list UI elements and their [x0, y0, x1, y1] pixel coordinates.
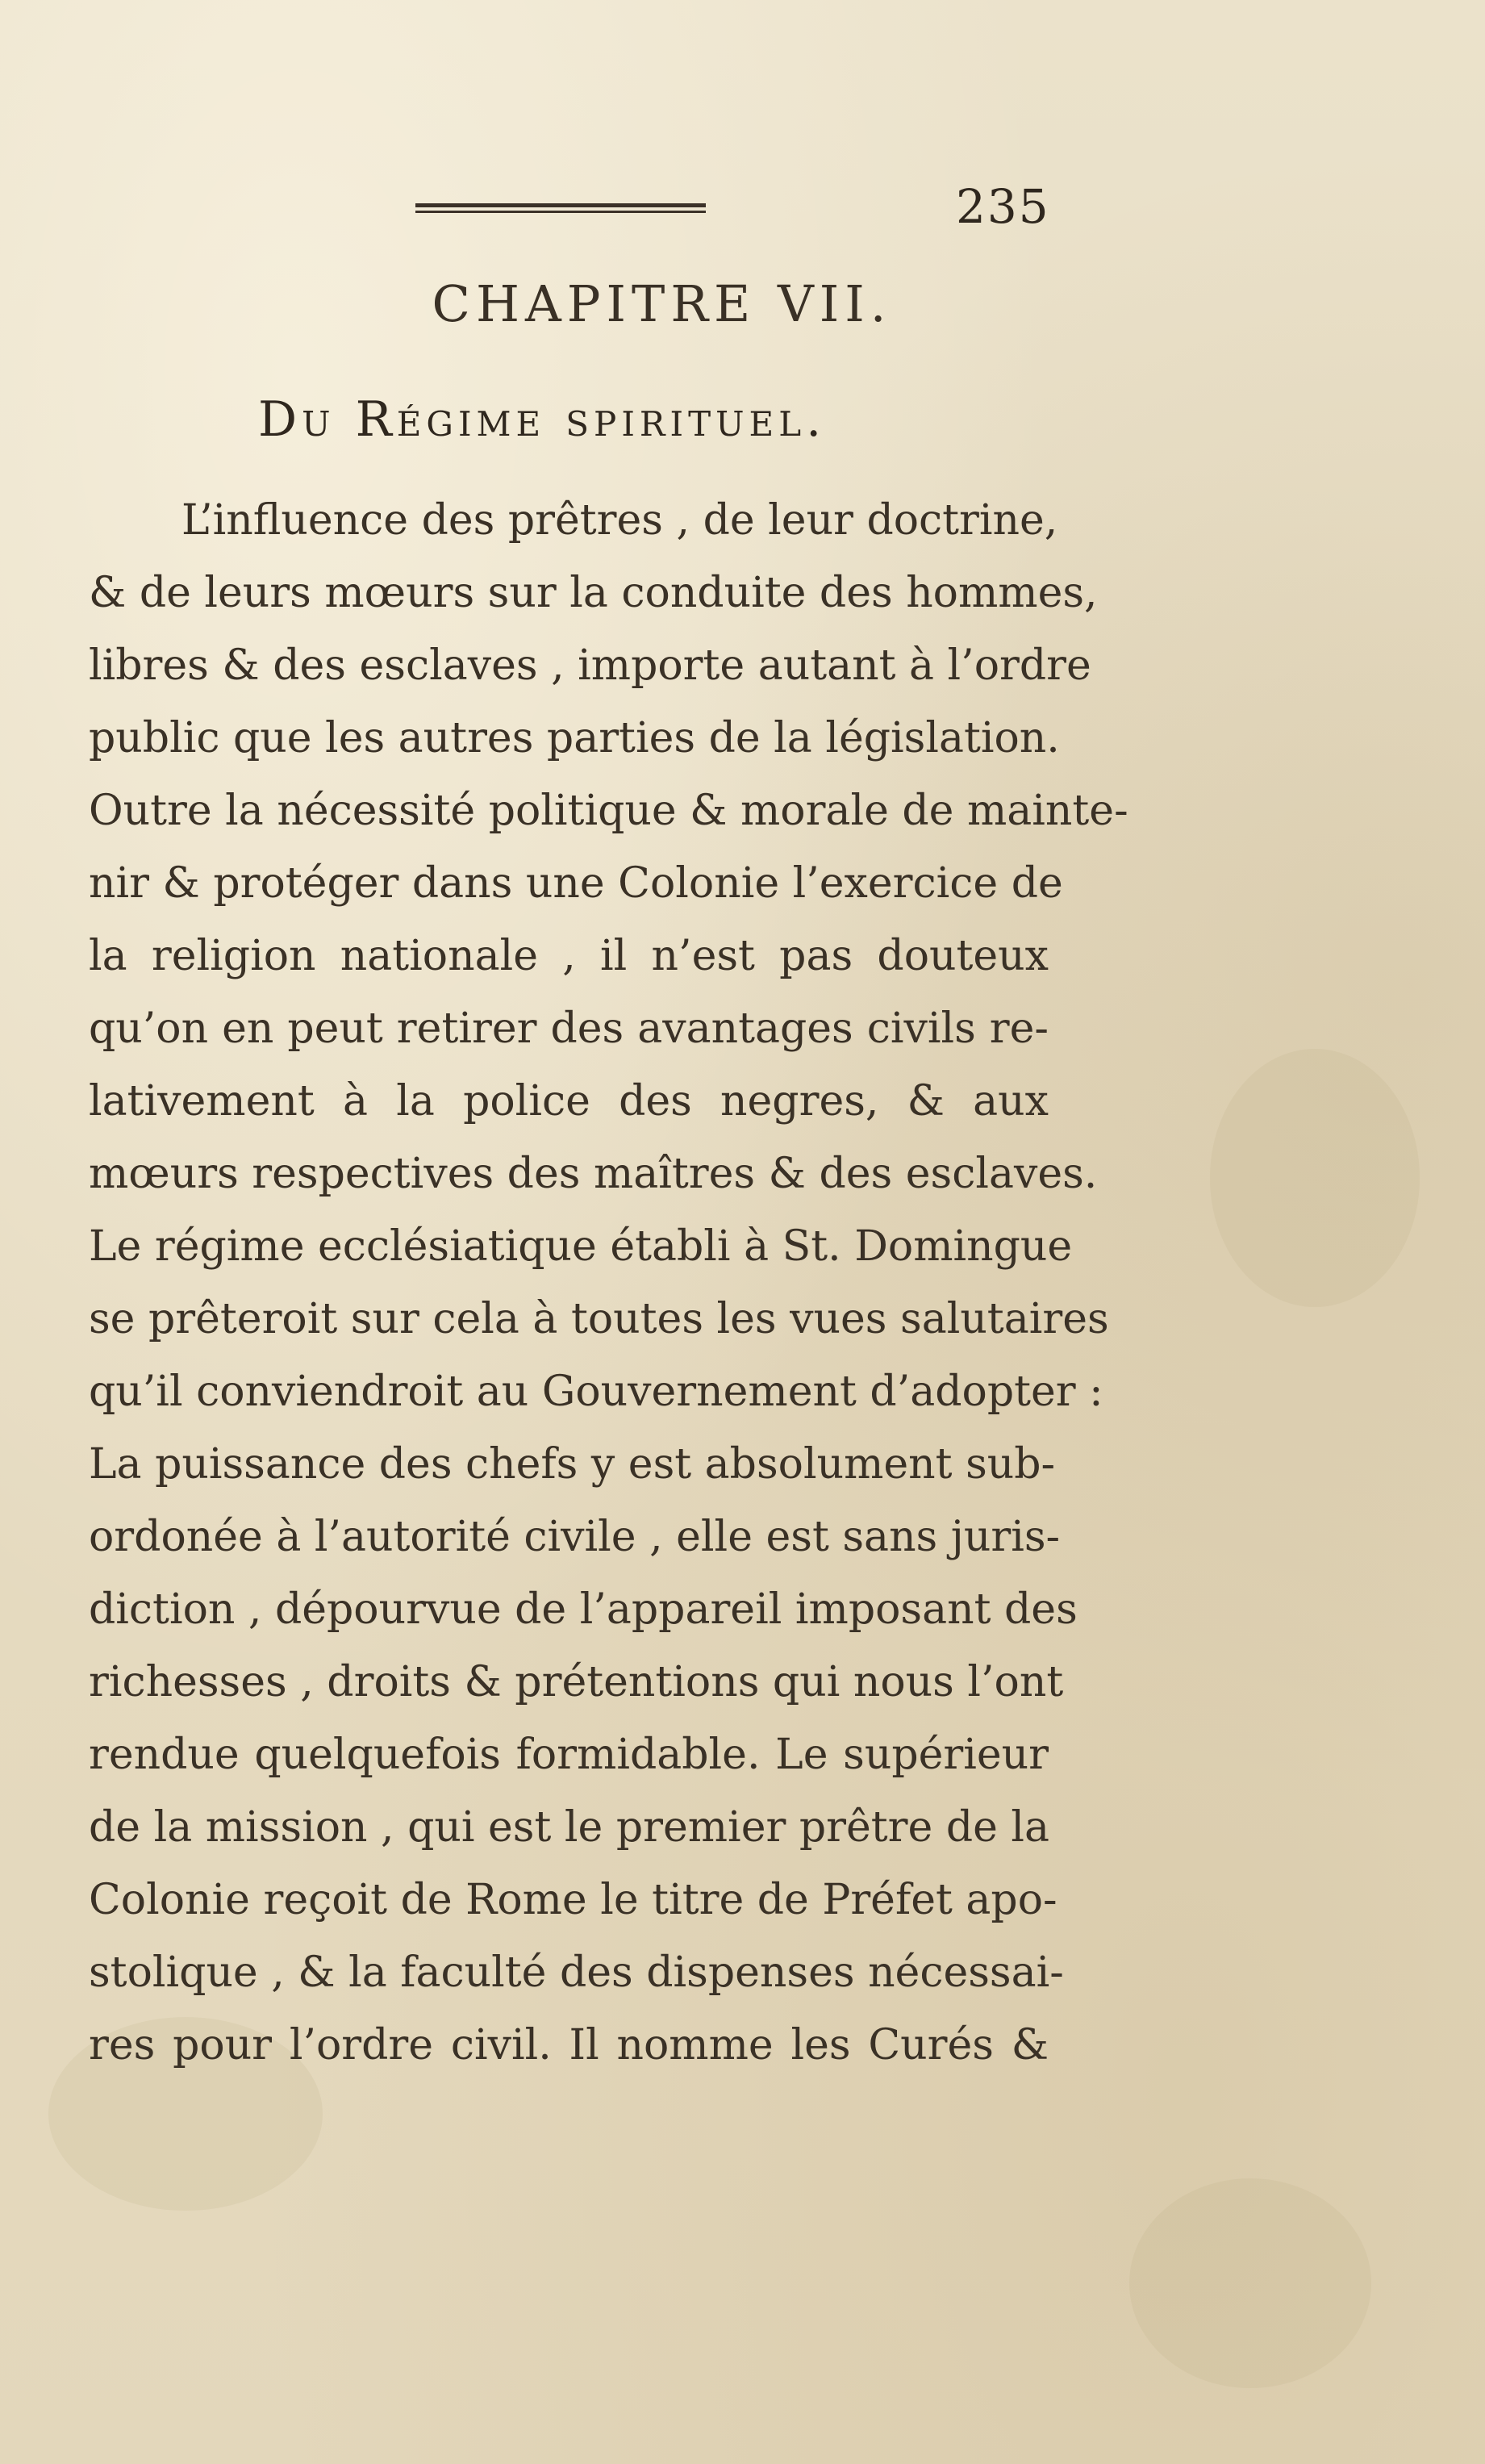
header-rule-thick-line	[415, 203, 706, 207]
text-line: & de leurs mœurs sur la conduite des hommes,	[89, 569, 1098, 617]
text-line: Le régime ecclésiatique établi à St. Domingue	[89, 1222, 1073, 1271]
text-line: La puissance des chefs y est absolument sub-	[89, 1440, 1056, 1489]
text-line: L’influence des prêtres , de leur doctrine,	[181, 496, 1058, 545]
text-line: mœurs respectives des maîtres & des esclaves.	[89, 1150, 1098, 1198]
text-line: libres & des esclaves , importe autant à l’ordre	[89, 641, 1091, 690]
text-line: qu’on en peut retirer des avantages civils re-	[89, 1004, 1049, 1053]
text-line: nir & protéger dans une Colonie l’exercice de	[89, 859, 1063, 908]
text-line: la religion nationale , il n’est pas douteux	[89, 932, 1049, 980]
text-line: public que les autres parties de la législation.	[89, 714, 1060, 762]
text-line: qu’il conviendroit au Gouvernement d’adopter :	[89, 1368, 1103, 1416]
page-number: 235	[956, 179, 1050, 234]
paper-stain	[1210, 1049, 1420, 1307]
chapter-heading-row	[0, 274, 1485, 333]
text-line: ordonée à l’autorité civile , elle est sans juris-	[89, 1513, 1061, 1561]
text-line: res pour l’ordre civil. Il nomme les Curés &	[89, 2021, 1049, 2069]
chapter-title: CHAPITRE VII.	[432, 274, 892, 333]
body-text	[89, 484, 1128, 2082]
text-line: se prêteroit sur cela à toutes les vues salutaires	[89, 1295, 1109, 1343]
text-line: lativement à la police des negres, & aux	[89, 1077, 1049, 1126]
header-rule	[415, 203, 706, 215]
text-line: stolique , & la faculté des dispenses nécessai-	[89, 1948, 1064, 1997]
text-line: Outre la nécessité politique & morale de mainte-	[89, 787, 1128, 835]
section-title: Du Régime spirituel.	[258, 391, 827, 448]
text-line: rendue quelquefois formidable. Le supérieur	[89, 1731, 1049, 1779]
text-line: Colonie reçoit de Rome le titre de Préfet apo-	[89, 1876, 1057, 1924]
text-line: de la mission , qui est le premier prêtre de la	[89, 1803, 1050, 1852]
header-rule-thin-line	[415, 211, 706, 213]
text-line: diction , dépourvue de l’appareil imposant des	[89, 1585, 1078, 1634]
paper-stain	[1129, 2178, 1371, 2388]
text-line: richesses , droits & prétentions qui nous l’ont	[89, 1658, 1064, 1706]
